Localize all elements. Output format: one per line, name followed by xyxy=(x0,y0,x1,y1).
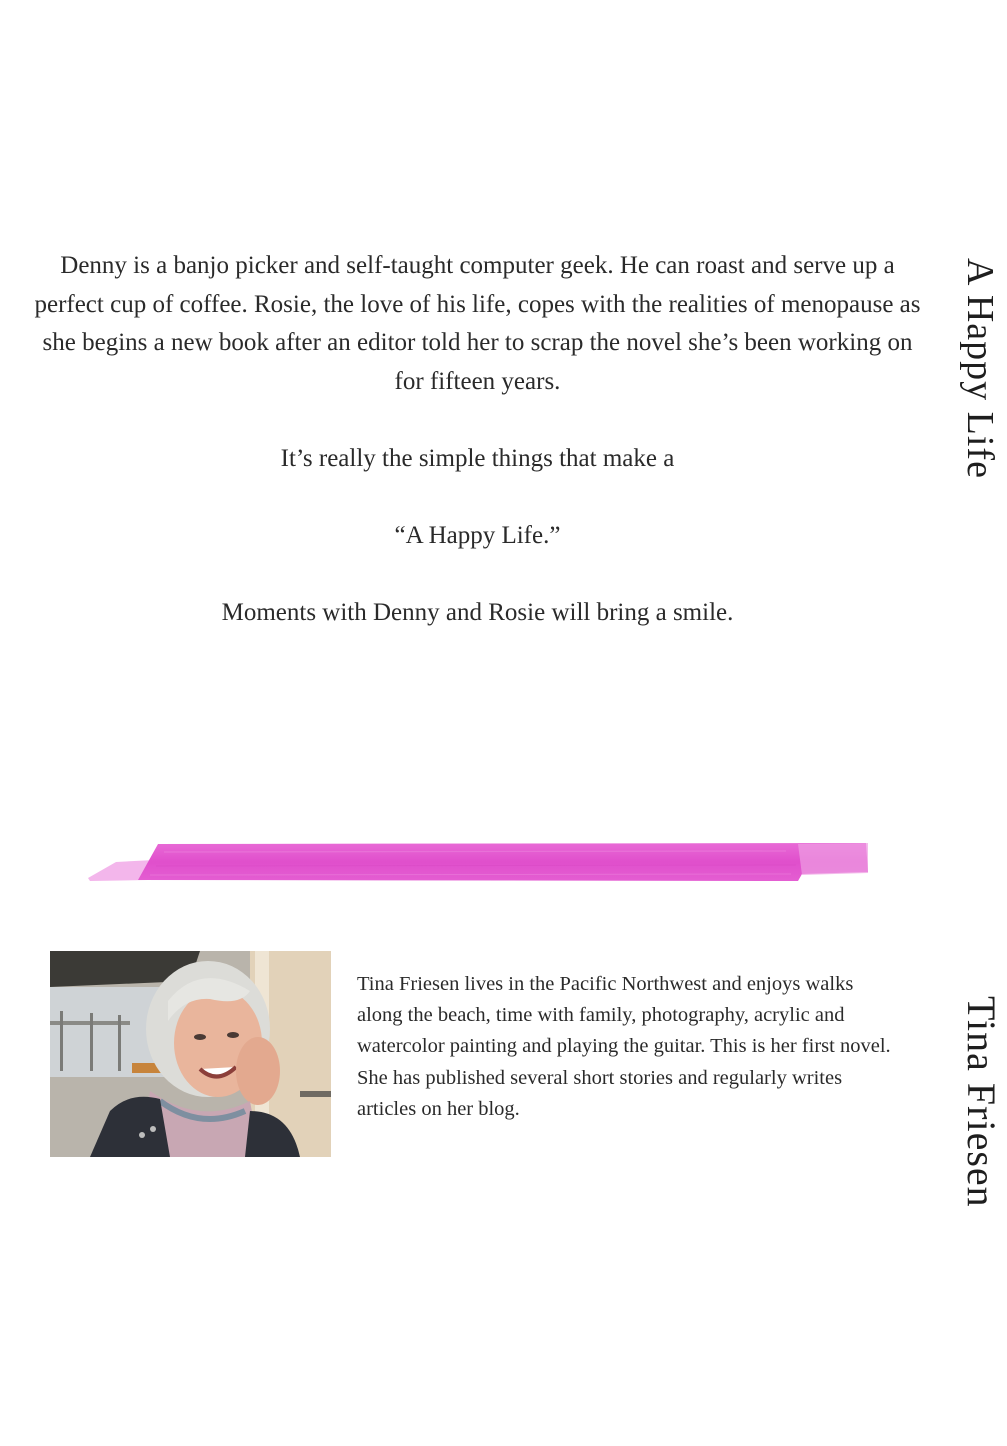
blurb-paragraph: Denny is a banjo picker and self-taught computer geek. He can roast and serve up a perfect cup of coffee. Rosie, the love of his life, copes with the realities of menopause as she begins a new book after an editor told her to scrap the novel she’s been working on for fifteen years. xyxy=(34,252,921,395)
blurb-line-quote-title: “A Happy Life.” xyxy=(394,521,561,549)
blurb-line-simple-things: It’s really the simple things that make a xyxy=(280,444,675,472)
back-cover-blurb xyxy=(30,247,925,632)
spine-author: Tina Friesen xyxy=(959,996,1004,1208)
author-bio: Tina Friesen lives in the Pacific Northwest and enjoys walks along the beach, time with family, photography, acrylic and watercolor painting and playing the guitar. This is her first novel. She has published several short stories and regularly writes articles on her blog. xyxy=(357,972,891,1121)
pink-brush-stroke xyxy=(86,840,870,886)
spine-title: A Happy Life xyxy=(959,258,1001,479)
blurb-line-moments: Moments with Denny and Rosie will bring a smile. xyxy=(221,598,734,626)
author-photo xyxy=(50,951,331,1157)
